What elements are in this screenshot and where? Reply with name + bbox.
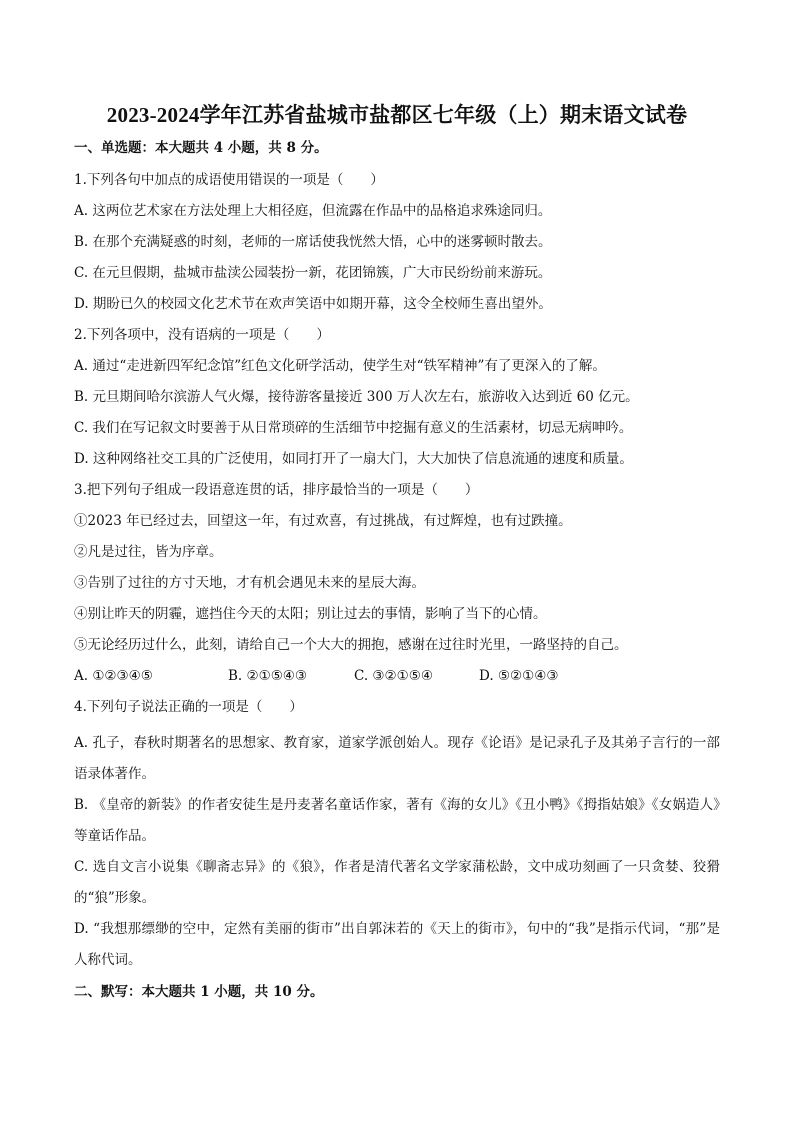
question-1-option-c: C. 在元旦假期，盐城市盐渎公园装扮一新，花团锦簇，广大市民纷纷前来游玩。	[74, 265, 552, 281]
question-3-sentence-5: ⑤无论经历过什么，此刻，请给自己一个大大的拥抱，感谢在过往时光里，一路坚持的自己。	[74, 637, 628, 653]
question-3-option-a: A. ①②③④⑤	[74, 668, 153, 684]
section-heading-dictation: 二、默写：本大题共 1 小题，共 10 分。	[74, 984, 324, 1000]
question-3-sentence-2: ②凡是过往，皆为序章。	[74, 544, 223, 560]
question-2-option-a: A. 通过“走进新四军纪念馆”红色文化研学活动，使学生对“铁军精神”有了更深入的了解。	[74, 358, 606, 374]
question-4-option-c: C. 选自文言小说集《聊斋志异》的《狼》，作者是清代著名文学家蒲松龄，文中成功刻画了一只贪婪、狡猾的“狼”形象。	[74, 859, 720, 906]
question-3-option-d: D. ⑤②①④③	[479, 668, 559, 684]
question-1-option-a: A. 这两位艺术家在方法处理上大相径庭，但流露在作品中的品格追求殊途同归。	[74, 203, 552, 219]
question-3-options	[74, 666, 720, 686]
question-2-stem: 2.下列各项中，没有语病的一项是（ ）	[74, 327, 330, 343]
page-title: 2023-2024学年江苏省盐城市盐都区七年级（上）期末语文试卷	[106, 103, 688, 127]
question-4-stem: 4.下列句子说法正确的一项是（ ）	[74, 699, 303, 715]
question-3-option-b: B. ②①⑤④③	[228, 668, 308, 684]
question-3-sentence-4: ④别让昨天的阴霾，遮挡住今天的太阳；别让过去的事情，影响了当下的心情。	[74, 606, 547, 622]
question-3-sentence-1: ①2023 年已经过去，回望这一年，有过欢喜，有过挑战，有过辉煌，也有过跌撞。	[74, 513, 572, 529]
question-3-option-c: C. ③②①⑤④	[354, 668, 433, 684]
question-1-stem: 1.下列各句中加点的成语使用错误的一项是（ ）	[74, 172, 384, 188]
question-3-sentence-3: ③告别了过往的方寸天地，才有机会遇见未来的星辰大海。	[74, 575, 425, 591]
question-2-option-d: D. 这种网络社交工具的广泛使用，如同打开了一扇大门，大大加快了信息流通的速度和质量。	[74, 451, 633, 467]
question-2-option-b: B. 元旦期间哈尔滨游人气火爆，接待游客量接近 300 万人次左右，旅游收入达到近 60 亿元。	[74, 389, 639, 405]
question-3-stem: 3.把下列句子组成一段语意连贯的话，排序最恰当的一项是（ ）	[74, 482, 479, 498]
question-4-option-b: B. 《皇帝的新装》的作者安徒生是丹麦著名童话作家，著有《海的女儿》《丑小鸭》《拇指姑娘》《女娲造人》等童话作品。	[74, 797, 720, 844]
question-4-option-d: D. “我想那缥缈的空中，定然有美丽的街市”出自郭沫若的《天上的街市》，句中的“我”是指示代词，“那”是人称代词。	[74, 921, 720, 968]
section-heading-single-choice: 一、单选题：本大题共 4 小题，共 8 分。	[74, 140, 328, 156]
question-1-option-b: B. 在那个充满疑惑的时刻，老师的一席话使我恍然大悟，心中的迷雾顿时散去。	[74, 234, 552, 250]
question-1-option-d: D. 期盼已久的校园文化艺术节在欢声笑语中如期开幕，这令全校师生喜出望外。	[74, 296, 552, 312]
question-4-option-a: A. 孔子，春秋时期著名的思想家、教育家，道家学派创始人。现存《论语》是记录孔子及其弟子言行的一部语录体著作。	[74, 735, 720, 782]
question-2-option-c: C. 我们在写记叙文时要善于从日常琐碎的生活细节中挖掘有意义的生活素材，切忌无病呻吟。	[74, 420, 633, 436]
